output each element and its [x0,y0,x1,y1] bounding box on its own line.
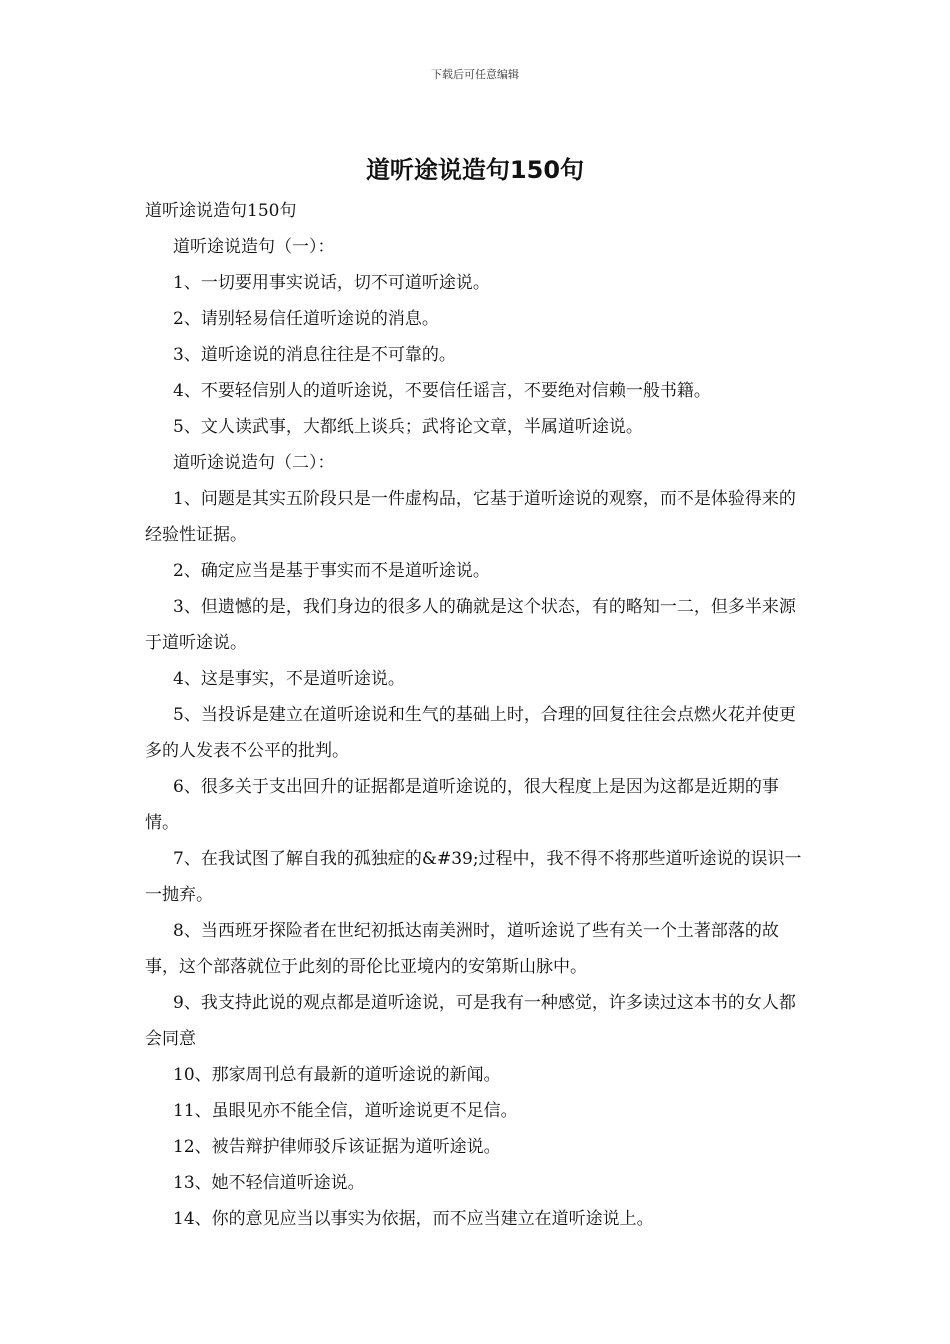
sentence-2-10: 10、那家周刊总有最新的道听途说的新闻。 [173,1065,501,1085]
section-heading-1: 道听途说造句（一）： [173,237,335,257]
document-subtitle: 道听途说造句150句 [145,201,297,221]
document-title: 道听途说造句150句 [365,156,585,184]
sentence-2-1: 1、问题是其实五阶段只是一件虚构品，它基于道听途说的观察，而不是体验得来的经验性证据。 [145,489,796,545]
sentence-2-11: 11、虽眼见亦不能全信，道听途说更不足信。 [173,1101,518,1121]
sentence-2-13: 13、她不轻信道听途说。 [173,1173,365,1193]
sentence-1-4: 4、不要轻信别人的道听途说，不要信任谣言，不要绝对信赖一般书籍。 [173,381,711,401]
sentence-1-2: 2、请别轻易信任道听途说的消息。 [173,309,439,329]
sentence-1-5: 5、文人读武事，大都纸上谈兵；武将论文章，半属道听途说。 [173,417,643,437]
sentence-2-6: 6、很多关于支出回升的证据都是道听途说的，很大程度上是因为这都是近期的事情。 [145,777,779,833]
sentence-2-14: 14、你的意见应当以事实为依据，而不应当建立在道听途说上。 [173,1209,654,1229]
sentence-2-7: 7、在我试图了解自我的孤独症的&#39;过程中，我不得不将那些道听途说的误识一一抛弃。 [145,849,802,905]
sentence-2-5: 5、当投诉是建立在道听途说和生气的基础上时，合理的回复往往会点燃火花并使更多的人发表不公平的批判。 [145,705,796,761]
sentence-2-8: 8、当西班牙探险者在世纪初抵达南美洲时，道听途说了些有关一个土著部落的故事，这个部落就位于此刻的哥伦比亚境内的安第斯山脉中。 [145,921,779,977]
document-body [145,193,810,1237]
sentence-1-1: 1、一切要用事实说话，切不可道听途说。 [173,273,490,293]
section-heading-2: 道听途说造句（二）： [173,453,335,473]
sentence-2-12: 12、被告辩护律师驳斥该证据为道听途说。 [173,1137,501,1157]
sentence-2-2: 2、确定应当是基于事实而不是道听途说。 [173,561,490,581]
sentence-1-3: 3、道听途说的消息往往是不可靠的。 [173,345,456,365]
header-note: 下载后可任意编辑 [431,68,519,81]
sentence-2-4: 4、这是事实，不是道听途说。 [173,669,405,689]
sentence-2-3: 3、但遗憾的是，我们身边的很多人的确就是这个状态，有的略知一二，但多半来源于道听途说。 [145,597,796,653]
sentence-2-9: 9、我支持此说的观点都是道听途说，可是我有一种感觉，许多读过这本书的女人都会同意 [145,993,796,1049]
